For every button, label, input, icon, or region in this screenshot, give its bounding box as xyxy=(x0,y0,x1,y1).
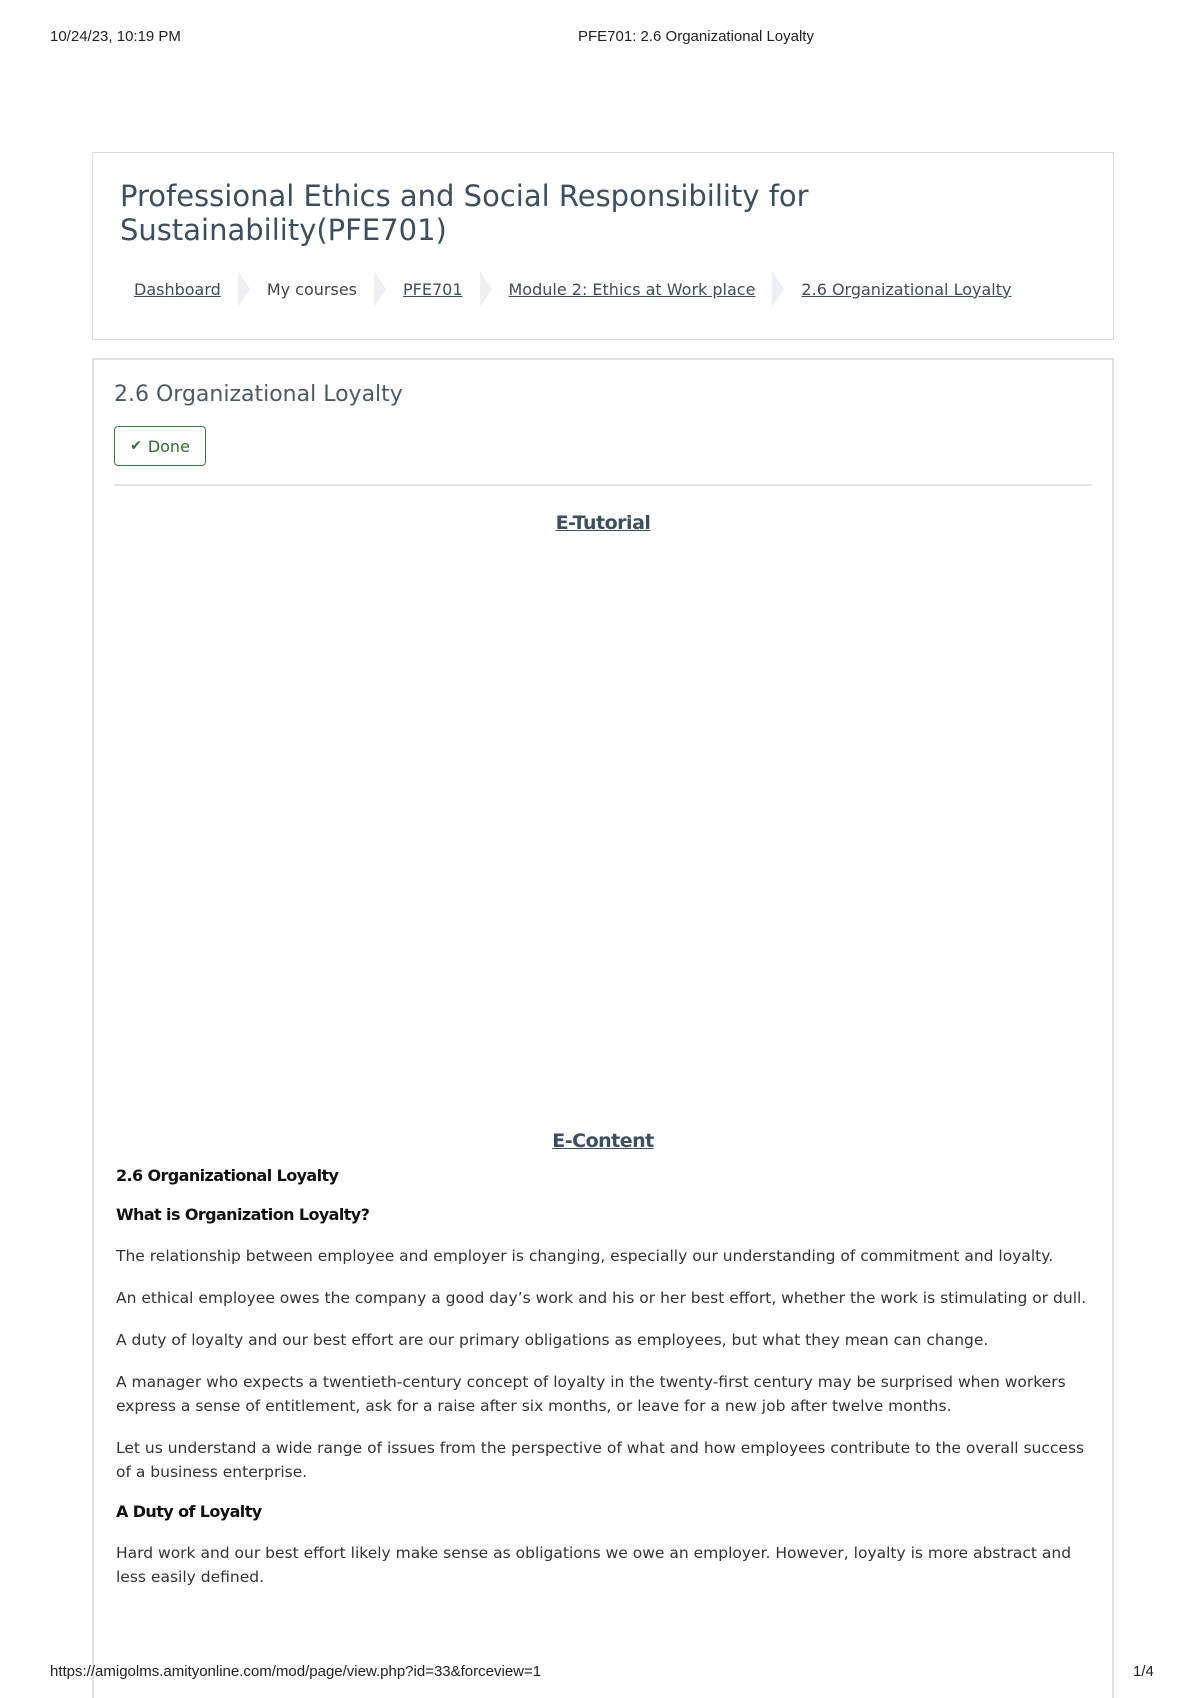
paragraph: The relationship between employee and employer is changing, especially our understanding of commitment and loyalty. xyxy=(116,1247,1054,1265)
breadcrumb-separator xyxy=(772,271,784,307)
breadcrumb-my-courses: My courses xyxy=(266,279,357,299)
paragraph: A duty of loyalty and our best effort are our primary obligations as employees, but what they mean can change. xyxy=(116,1331,989,1349)
divider xyxy=(114,484,1092,486)
check-icon: ✔ xyxy=(130,438,142,454)
breadcrumb-separator xyxy=(374,271,386,307)
e-tutorial-heading: E-Tutorial xyxy=(555,512,651,534)
page-title: 2.6 Organizational Loyalty xyxy=(114,382,403,407)
breadcrumb-course[interactable]: PFE701 xyxy=(403,279,463,299)
breadcrumb-page[interactable]: 2.6 Organizational Loyalty xyxy=(801,279,1012,299)
print-datetime: 10/24/23, 10:19 PM xyxy=(50,28,181,45)
breadcrumb-separator xyxy=(238,271,250,307)
print-title: PFE701: 2.6 Organizational Loyalty xyxy=(578,28,814,45)
breadcrumb xyxy=(123,271,1022,307)
page-content-card xyxy=(92,358,1114,1698)
done-button[interactable] xyxy=(114,426,206,466)
print-page-number: 1/4 xyxy=(1133,1663,1154,1680)
paragraph: Hard work and our best effort likely make sense as obligations we owe an employer. However, loyalty is more abstract and less easily defined. xyxy=(116,1544,1072,1586)
done-label: Done xyxy=(147,436,190,456)
breadcrumb-module[interactable]: Module 2: Ethics at Work place xyxy=(508,279,756,299)
paragraph: An ethical employee owes the company a good day’s work and his or her best effort, whether the work is stimulating or dull. xyxy=(116,1289,1087,1307)
section-title: 2.6 Organizational Loyalty xyxy=(116,1166,339,1185)
paragraph: A manager who expects a twentieth-century concept of loyalty in the twenty-first century may be surprised when workers express a sense of entitlement, ask for a raise after six months, or leave for a new job after twelve months. xyxy=(116,1373,1066,1415)
breadcrumb-separator xyxy=(480,271,492,307)
question-heading: What is Organization Loyalty? xyxy=(116,1205,370,1224)
e-content-heading: E-Content xyxy=(552,1130,654,1152)
print-url: https://amigolms.amityonline.com/mod/page/view.php?id=33&forceview=1 xyxy=(50,1663,542,1680)
breadcrumb-dashboard[interactable]: Dashboard xyxy=(134,279,221,299)
e-content-body xyxy=(116,1166,1094,1607)
paragraph: Let us understand a wide range of issues from the perspective of what and how employees contribute to the overall success of a business enterprise. xyxy=(116,1439,1085,1481)
course-title: Professional Ethics and Social Responsibility for Sustainability(PFE701) xyxy=(120,179,809,247)
duty-heading: A Duty of Loyalty xyxy=(116,1502,262,1521)
course-header-card xyxy=(92,152,1114,340)
